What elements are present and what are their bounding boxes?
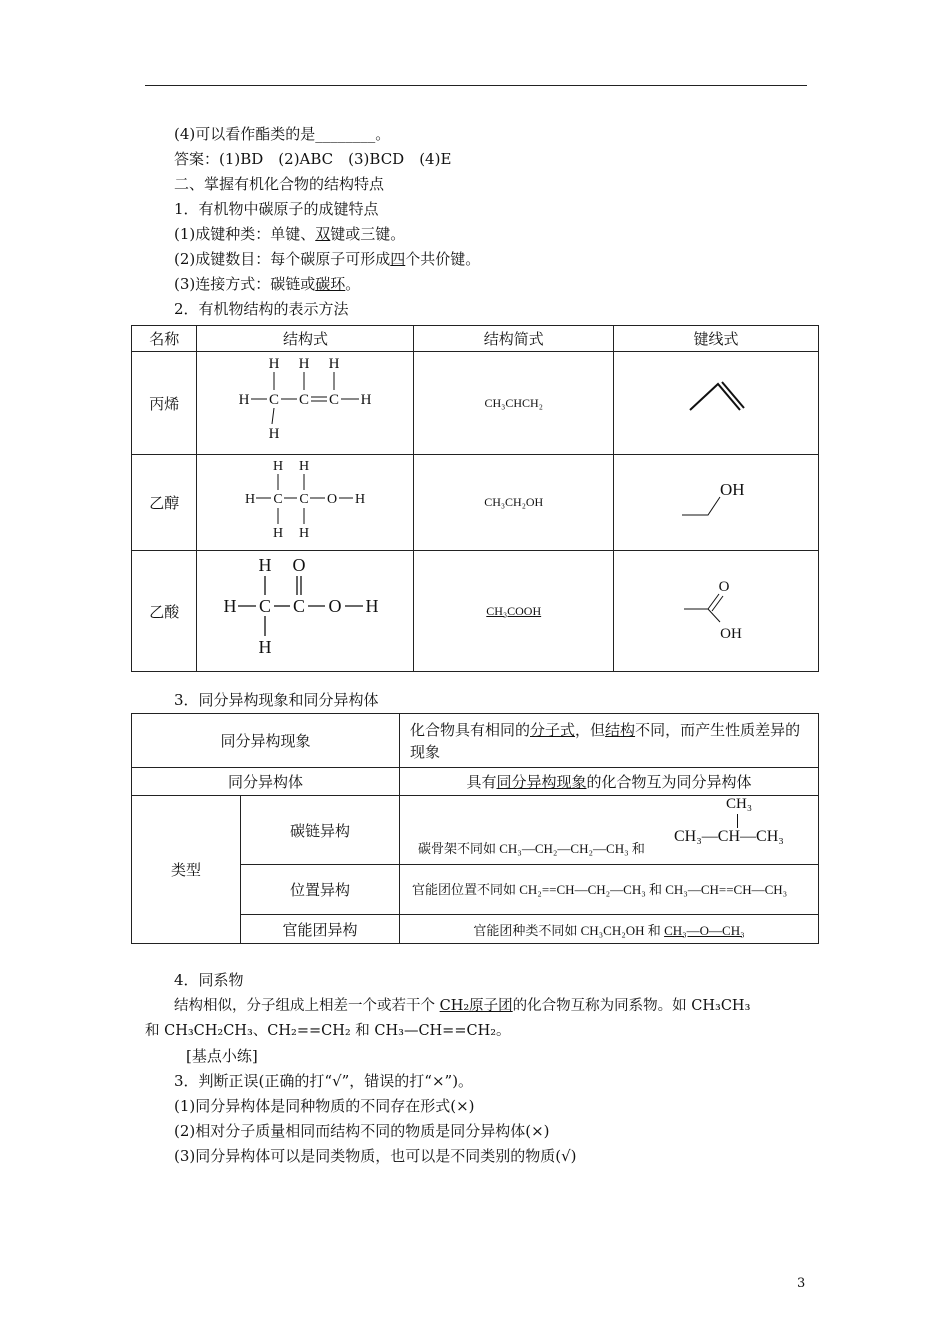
item-2: (2)相对分子质量相同而结构不同的物质是同分异构体(×) [174, 1122, 550, 1140]
svg-text:H: H [299, 526, 310, 541]
isomer-table [131, 713, 819, 944]
acetic-acid-name: 乙酸 [132, 551, 197, 672]
isomerism-definition: 化合物具有相同的分子式，但结构不同，而产生性质差异的现象 [400, 714, 819, 768]
svg-text:H: H [269, 356, 280, 372]
header-condensed: 结构简式 [414, 326, 614, 352]
ethanol-structural [197, 455, 414, 551]
ethanol-skeletal-formula [614, 455, 818, 546]
acetic-acid-condensed: CH₃COOH [414, 551, 614, 672]
ethanol-condensed: CH₃CH₂OH [414, 455, 614, 551]
svg-text:C: C [259, 596, 272, 616]
item-3: (3)同分异构体可以是同类物质，也可以是不同类别的物质(√) [174, 1147, 577, 1165]
item-1: (1)同分异构体是同种物质的不同存在形式(×) [174, 1097, 475, 1115]
svg-text:O: O [328, 596, 342, 616]
ethanol-name: 乙醇 [132, 455, 197, 551]
header-rule [145, 85, 807, 86]
bond-type-line: (1)成键种类：单键、双键或三键。 [174, 225, 406, 243]
propene-condensed: CH₃CHCH₂ [414, 352, 614, 455]
position-isomer-label: 位置异构 [241, 865, 400, 915]
svg-text:O: O [292, 555, 306, 575]
svg-text:C: C [269, 392, 280, 408]
svg-text:H: H [239, 392, 250, 408]
svg-text:H: H [258, 637, 272, 657]
ethanol-structural-formula [198, 455, 412, 546]
propene-name: 丙烯 [132, 352, 197, 455]
position-isomer-example: 官能团位置不同如 CH₂==CH—CH₂—CH₃ 和 CH₃—CH==CH—CH₃ [400, 865, 819, 915]
svg-text:C: C [299, 492, 310, 507]
svg-text:H: H [365, 596, 379, 616]
svg-text:H: H [273, 526, 284, 541]
propene-skeletal [614, 352, 819, 455]
svg-text:OH: OH [720, 626, 742, 642]
isomer-definition: 具有同分异构现象的化合物互为同分异构体 [400, 768, 819, 796]
practice-heading: [基点小练] [186, 1047, 258, 1065]
table-row [132, 551, 819, 672]
header-skeletal: 键线式 [614, 326, 819, 352]
svg-text:O: O [327, 492, 338, 507]
svg-text:OH: OH [720, 480, 745, 499]
structure-table [131, 325, 819, 672]
svg-text:O: O [718, 579, 730, 595]
propene-skeletal-formula [614, 352, 818, 450]
homolog-definition: 结构相似，分子组成上相差一个或若干个 CH₂原子团的化合物互称为同系物。如 CH₃CH₃ [174, 998, 751, 1014]
functional-isomer-example: 官能团种类不同如 CH₃CH₂OH 和 CH₃—O—CH₃ [400, 915, 819, 944]
acetic-acid-structural-formula [198, 551, 412, 667]
page-number: 3 [797, 1276, 806, 1291]
acetic-acid-structural [197, 551, 414, 672]
question-4: (4)可以看作酯类的是________。 [174, 125, 391, 143]
functional-isomer-label: 官能团异构 [241, 915, 400, 944]
svg-text:C: C [293, 596, 306, 616]
svg-text:H: H [258, 555, 272, 575]
svg-text:H: H [223, 596, 237, 616]
type-label: 类型 [132, 796, 241, 944]
acetic-acid-skeletal [614, 551, 819, 672]
svg-text:H: H [355, 492, 366, 507]
section-heading-2: 二、掌握有机化合物的结构特点 [174, 175, 385, 193]
table-row [132, 352, 819, 455]
svg-text:C: C [273, 492, 284, 507]
propene-structural-formula [198, 352, 412, 450]
subsection-4: 4．同系物 [174, 971, 244, 989]
svg-text:H: H [329, 356, 340, 372]
bond-count-line: (2)成键数目：每个碳原子可形成四个共价键。 [174, 250, 481, 268]
svg-text:C: C [329, 392, 340, 408]
true-false-question: 3．判断正误(正确的打“√”，错误的打“×”)。 [174, 1072, 474, 1090]
svg-text:H: H [299, 356, 310, 372]
ethanol-skeletal [614, 455, 819, 551]
svg-text:H: H [361, 392, 372, 408]
isomer-label: 同分异构体 [132, 768, 400, 796]
svg-text:H: H [299, 459, 310, 474]
svg-text:H: H [273, 459, 284, 474]
answer-line: 答案：(1)BD (2)ABC (3)BCD (4)E [174, 150, 452, 168]
subsection-3: 3．同分异构现象和同分异构体 [174, 691, 379, 709]
subsection-1: 1．有机物中碳原子的成键特点 [174, 200, 379, 218]
svg-text:C: C [299, 392, 310, 408]
connection-line: (3)连接方式：碳链或碳环。 [174, 275, 361, 293]
header-name: 名称 [132, 326, 197, 352]
isomerism-label: 同分异构现象 [132, 714, 400, 768]
subsection-2: 2．有机物结构的表示方法 [174, 300, 349, 318]
chain-isomer-label: 碳链异构 [241, 796, 400, 865]
svg-text:H: H [269, 426, 280, 442]
svg-text:H: H [245, 492, 256, 507]
table-row [132, 455, 819, 551]
header-structural: 结构式 [197, 326, 414, 352]
propene-structural [197, 352, 414, 455]
chain-isomer-example: 碳骨架不同如 CH₃—CH₂—CH₂—CH₃ 和 CH₃ CH₃—CH—CH₃ [400, 796, 819, 865]
homolog-example: 和 CH₃CH₂CH₃、CH₂==CH₂ 和 CH₃—CH==CH₂。 [145, 1023, 511, 1039]
acetic-acid-skeletal-formula [614, 551, 818, 667]
